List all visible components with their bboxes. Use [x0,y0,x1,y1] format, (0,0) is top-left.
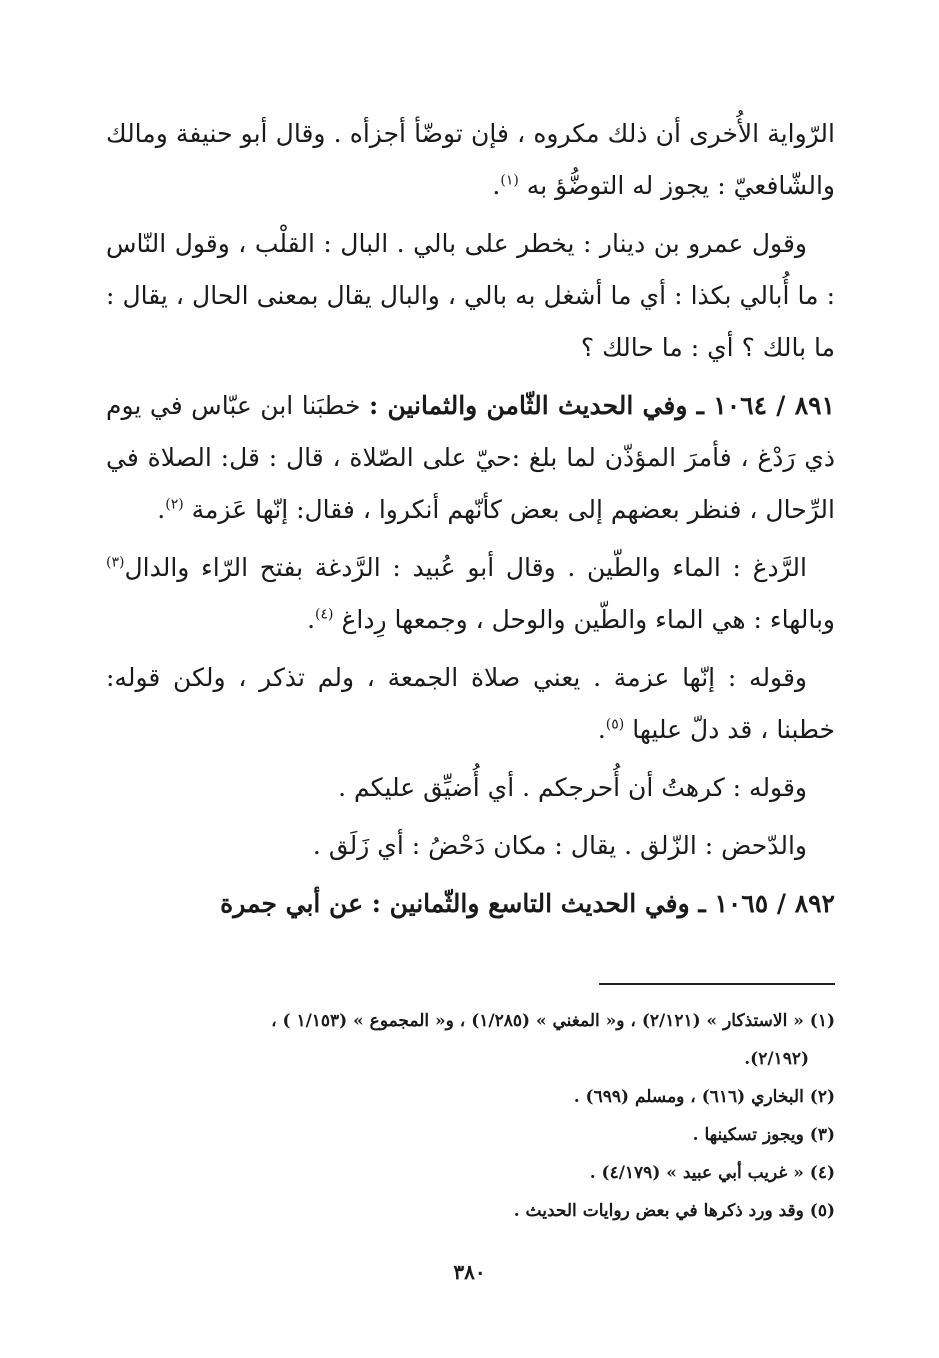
hadith-heading: ٨٩١ / ١٠٦٤ ـ وفي الحديث الثّامن والثمانين : [368,391,835,420]
paragraph-text: الرَّدغ : الماء والطّين . وقال أبو عُبيد : الرَّدغة بفتح الرّاء والدال [124,553,807,582]
footnote-marker: (٥) [605,716,625,733]
footnote-3: (٣) ويجوز تسكينها . [692,1125,835,1145]
hadith-891 [106,380,835,536]
paragraph-end: . [307,605,316,634]
hadith-heading: ٨٩٢ / ١٠٦٥ ـ وفي الحديث التاسع والثّمانين : عن أبي جمرة [220,889,835,918]
footnote-marker: (١) [500,172,519,189]
page-number: ٣٨٠ [453,1260,486,1284]
footnote-separator [599,983,835,985]
hadith-892 [106,878,835,930]
paragraph-4 [106,542,835,646]
paragraph-text: وقول عمرو بن دينار : يخطر على بالي . البال : القلْب ، وقول النّاس : ما أُبالي بكذا : أي ما أشغل به بالي ، والبال يقال بمعنى الحال ، يقال : ما بالك ؟ أي : ما حالك ؟ [106,229,835,362]
footnote-1: (١) « الاستذكار » (٢/١٢١) ، و« المغني » (١/٢٨٥) ، و« المجموع » (١/١٥٣ ) ، [271,1011,835,1031]
footnote-marker: (٢) [165,496,184,513]
paragraph-text: الرّواية الأُخرى أن ذلك مكروه ، فإن توضّأ أجزأه . وقال أبو حنيفة ومالك والشّافعيّ : يجوز له التوضُّؤ به [106,119,835,200]
paragraph-2 [106,218,835,374]
paragraph-end: . [597,715,606,744]
footnotes [106,1002,835,1230]
footnote-marker: (٣) [106,554,125,571]
paragraph-1 [106,108,835,212]
paragraph-end: . [492,171,501,200]
paragraph-5 [106,652,835,756]
footnote-4: (٤) « غريب أبي عبيد » (٤/١٧٩) . [589,1163,835,1183]
main-text [106,108,835,936]
paragraph-text: خطبَنا ابن عبّاس في يوم ذي رَدْغ ، فأمرَ المؤذّن لما بلغ :حيّ على الصّلاة ، قال : قل: الصلاة في الرِّحال ، فنظر بعضهم إلى بعض كأنّهم أنكروا ، فقال: إنّها عَزمة [106,391,835,524]
paragraph-6 [106,762,835,814]
footnote-1-continued: (٢/١٩٢). [744,1049,809,1069]
paragraph-text: وقوله : كرهتُ أن أُحرجكم . أي أُضيِّق عليكم . [338,773,807,802]
paragraph-text: وقوله : إنّها عزمة . يعني صلاة الجمعة ، ولم تذكر ، ولكن قوله: خطبنا ، قد دلّ عليها [106,663,835,744]
footnote-5: (٥) وقد ورد ذكرها في بعض روايات الحديث . [513,1201,835,1221]
paragraph-end: . [157,495,166,524]
paragraph-text-2: وبالهاء : هي الماء والطّين والوحل ، وجمعها رِداغ [341,605,835,634]
paragraph-7 [106,820,835,872]
footnote-2: (٢) البخاري (٦١٦) ، ومسلم (٦٩٩) . [573,1087,835,1107]
paragraph-text: والدّحض : الزّلق . يقال : مكان دَحْضُ : أي زَلَق . [312,831,807,860]
footnote-marker: (٤) [315,606,334,623]
